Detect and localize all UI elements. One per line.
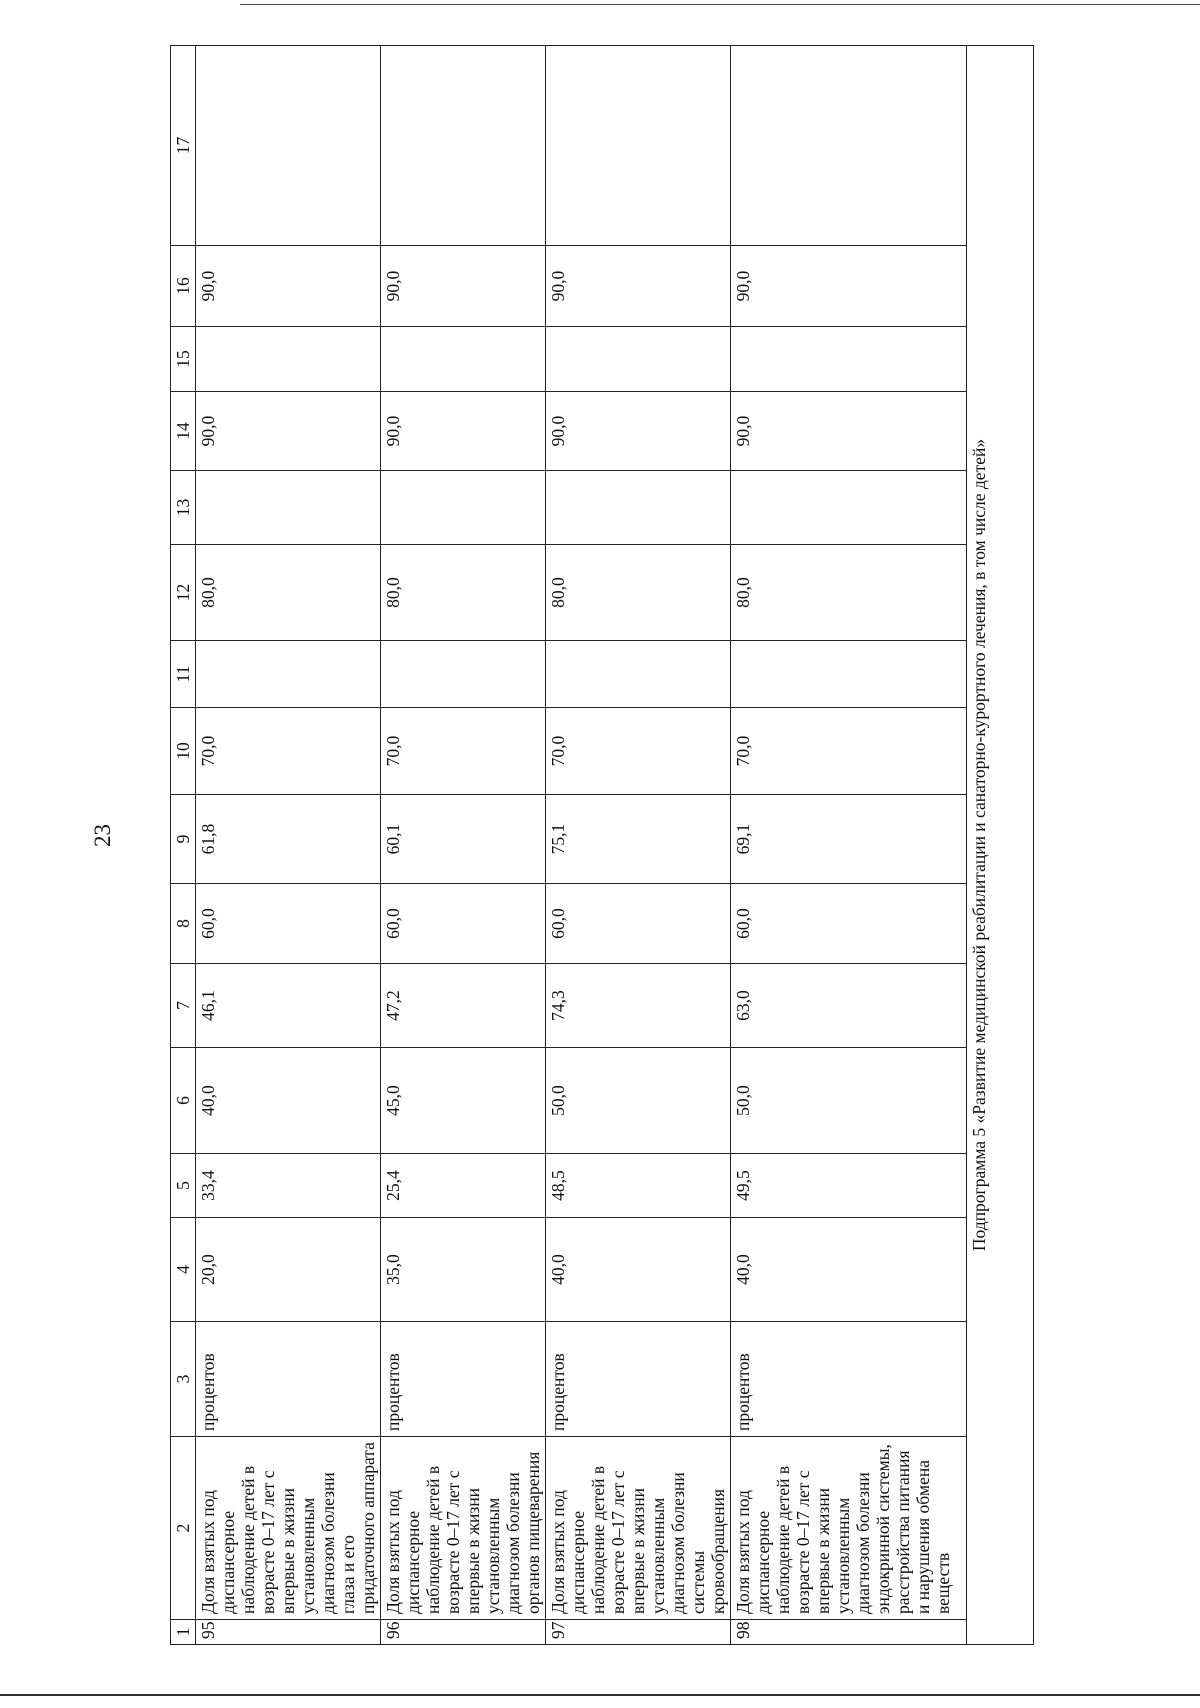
value-cell (731, 327, 967, 392)
top-rule (240, 4, 1200, 5)
unit: процентов (546, 1322, 731, 1437)
col-header: 3 (171, 1322, 196, 1437)
value-cell: 90,0 (731, 246, 967, 327)
unit: процентов (196, 1322, 381, 1437)
subprogram-title: Подпрограмма 5 «Развитие медицинской реабилитации и санаторно-курортного лечения, в том числе детей» (967, 46, 1034, 1645)
value-cell: 70,0 (381, 708, 546, 795)
col-header: 10 (171, 708, 196, 795)
row-number: 95 (196, 1620, 381, 1645)
value-cell: 70,0 (546, 708, 731, 795)
value-cell: 20,0 (196, 1218, 381, 1322)
value-cell (381, 46, 546, 246)
rotated-page (170, 50, 1034, 1645)
indicator-name: Доля взятых под диспансерное наблюдение детей в возрасте 0–17 лет с впервые в жизни установленным диагнозом болезни глаза и его придаточного аппарата (196, 1437, 381, 1620)
indicator-name: Доля взятых под диспансерное наблюдение детей в возрасте 0–17 лет с впервые в жизни установленным диагнозом болезни системы кровообращения (546, 1437, 731, 1620)
value-cell (546, 46, 731, 246)
col-header: 16 (171, 246, 196, 327)
col-header: 9 (171, 795, 196, 884)
col-header: 6 (171, 1048, 196, 1154)
bottom-rule (0, 1694, 1200, 1696)
value-cell: 80,0 (381, 545, 546, 641)
value-cell: 46,1 (196, 964, 381, 1048)
value-cell: 33,4 (196, 1154, 381, 1218)
indicator-name: Доля взятых под диспансерное наблюдение детей в возрасте 0–17 лет с впервые в жизни установленным диагнозом болезни эндокринной системы, расстройства питания и нарушения обмена веществ (731, 1437, 967, 1620)
unit: процентов (731, 1322, 967, 1437)
page-number: 23 (90, 824, 115, 847)
value-cell: 90,0 (381, 246, 546, 327)
value-cell: 60,1 (381, 795, 546, 884)
value-cell: 80,0 (546, 545, 731, 641)
value-cell (731, 46, 967, 246)
col-header: 4 (171, 1218, 196, 1322)
table-row (196, 46, 381, 1645)
table-row (731, 46, 967, 1645)
col-header: 13 (171, 471, 196, 545)
value-cell: 60,0 (381, 884, 546, 964)
value-cell: 90,0 (546, 392, 731, 471)
value-cell: 69,1 (731, 795, 967, 884)
value-cell (546, 471, 731, 545)
value-cell: 90,0 (381, 392, 546, 471)
value-cell: 90,0 (731, 392, 967, 471)
col-header: 7 (171, 964, 196, 1048)
value-cell (546, 641, 731, 708)
value-cell: 48,5 (546, 1154, 731, 1218)
value-cell (196, 327, 381, 392)
unit: процентов (381, 1322, 546, 1437)
col-header: 2 (171, 1437, 196, 1620)
col-header: 12 (171, 545, 196, 641)
col-header: 15 (171, 327, 196, 392)
value-cell (381, 327, 546, 392)
col-header: 14 (171, 392, 196, 471)
value-cell: 50,0 (546, 1048, 731, 1154)
value-cell: 70,0 (196, 708, 381, 795)
value-cell: 40,0 (546, 1218, 731, 1322)
value-cell: 74,3 (546, 964, 731, 1048)
value-cell: 47,2 (381, 964, 546, 1048)
value-cell: 80,0 (196, 545, 381, 641)
value-cell: 35,0 (381, 1218, 546, 1322)
value-cell: 75,1 (546, 795, 731, 884)
value-cell: 60,0 (731, 884, 967, 964)
value-cell (196, 46, 381, 246)
subprogram-row (967, 46, 1034, 1645)
value-cell: 90,0 (196, 246, 381, 327)
value-cell: 90,0 (196, 392, 381, 471)
table-row (381, 46, 546, 1645)
value-cell (196, 471, 381, 545)
value-cell: 45,0 (381, 1048, 546, 1154)
row-number: 98 (731, 1620, 967, 1645)
col-header: 11 (171, 641, 196, 708)
indicator-name: Доля взятых под диспансерное наблюдение детей в возрасте 0–17 лет с впервые в жизни установленным диагнозом болезни органов пищеварения (381, 1437, 546, 1620)
value-cell: 60,0 (196, 884, 381, 964)
table-row (546, 46, 731, 1645)
value-cell: 90,0 (546, 246, 731, 327)
col-header: 1 (171, 1620, 196, 1645)
value-cell: 63,0 (731, 964, 967, 1048)
value-cell: 25,4 (381, 1154, 546, 1218)
value-cell (381, 641, 546, 708)
indicators-table (170, 45, 1034, 1645)
value-cell: 40,0 (196, 1048, 381, 1154)
value-cell (731, 641, 967, 708)
value-cell (546, 327, 731, 392)
row-number: 96 (381, 1620, 546, 1645)
col-header: 5 (171, 1154, 196, 1218)
value-cell: 50,0 (731, 1048, 967, 1154)
value-cell (196, 641, 381, 708)
col-header: 8 (171, 884, 196, 964)
value-cell: 70,0 (731, 708, 967, 795)
column-numbers-row (171, 46, 196, 1645)
row-number: 97 (546, 1620, 731, 1645)
value-cell: 60,0 (546, 884, 731, 964)
value-cell: 61,8 (196, 795, 381, 884)
value-cell (381, 471, 546, 545)
col-header: 17 (171, 46, 196, 246)
value-cell: 80,0 (731, 545, 967, 641)
value-cell (731, 471, 967, 545)
value-cell: 40,0 (731, 1218, 967, 1322)
value-cell: 49,5 (731, 1154, 967, 1218)
